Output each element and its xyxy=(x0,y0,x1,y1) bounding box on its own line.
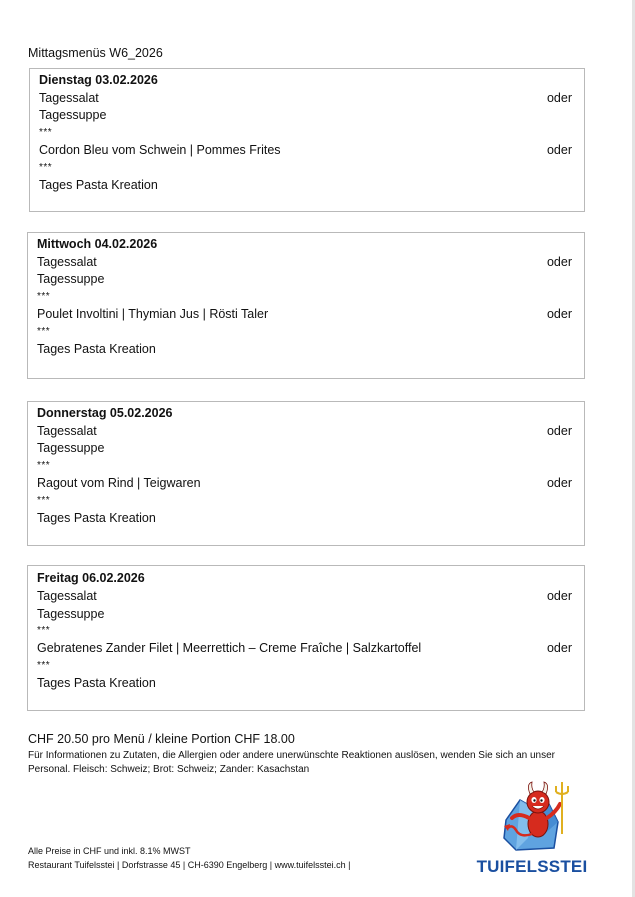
oder-label: oder xyxy=(546,424,572,438)
separator: *** xyxy=(37,291,51,302)
separator: *** xyxy=(37,625,51,636)
separator: *** xyxy=(39,127,53,138)
separator: *** xyxy=(37,495,51,506)
salad-item: Tagessalat xyxy=(39,91,99,105)
soup-item: Tagessuppe xyxy=(39,108,107,122)
main-dish: Cordon Bleu vom Schwein | Pommes Frites xyxy=(39,143,281,157)
oder-label: oder xyxy=(546,307,572,321)
soup-item: Tagessuppe xyxy=(37,441,105,455)
oder-label: oder xyxy=(546,255,572,269)
main-dish: Gebratenes Zander Filet | Meerrettich – Creme Fraîche | Salzkartoffel xyxy=(37,641,422,655)
day-heading: Mittwoch 04.02.2026 xyxy=(37,237,158,251)
day-card-wednesday xyxy=(27,232,585,379)
price-line: CHF 20.50 pro Menü / kleine Portion CHF 18.00 xyxy=(28,732,295,746)
pasta-item: Tages Pasta Kreation xyxy=(39,178,158,192)
day-heading: Dienstag 03.02.2026 xyxy=(39,73,158,87)
oder-label: oder xyxy=(546,641,572,655)
page-title: Mittagsmenüs W6_2026 xyxy=(28,46,163,60)
separator: *** xyxy=(39,162,53,173)
allergen-info: Für Informationen zu Zutaten, die Allergien oder andere unerwünschte Reaktionen auslösen, wenden Sie sich an unser Personal. Fleisch: Schweiz; Brot: Schweiz; Zander: Kasachstan xyxy=(28,750,555,775)
day-heading: Donnerstag 05.02.2026 xyxy=(37,406,173,420)
salad-item: Tagessalat xyxy=(37,424,97,438)
main-dish: Ragout vom Rind | Teigwaren xyxy=(37,476,201,490)
oder-label: oder xyxy=(546,589,572,603)
salad-item: Tagessalat xyxy=(37,255,97,269)
separator: *** xyxy=(37,460,51,471)
day-card-thursday xyxy=(27,401,585,546)
main-dish: Poulet Involtini | Thymian Jus | Rösti Taler xyxy=(37,307,269,321)
pasta-item: Tages Pasta Kreation xyxy=(37,676,156,690)
footer-address: Restaurant Tuifelsstei | Dorfstrasse 45 | CH-6390 Engelberg | www.tuifelsstei.ch | xyxy=(28,860,351,870)
devil-mascot-icon xyxy=(476,778,588,878)
day-card-tuesday xyxy=(29,68,585,212)
oder-label: oder xyxy=(546,143,572,157)
pasta-item: Tages Pasta Kreation xyxy=(37,511,156,525)
separator: *** xyxy=(37,660,51,671)
footer-prices-note: Alle Preise in CHF und inkl. 8.1% MWST xyxy=(28,846,191,856)
separator: *** xyxy=(37,326,51,337)
tuifelsstei-logo xyxy=(476,778,588,878)
salad-item: Tagessalat xyxy=(37,589,97,603)
oder-label: oder xyxy=(546,91,572,105)
soup-item: Tagessuppe xyxy=(37,607,105,621)
logo-text: TUIFELSSTEI xyxy=(476,857,588,876)
day-heading: Freitag 06.02.2026 xyxy=(37,571,145,585)
oder-label: oder xyxy=(546,476,572,490)
day-card-friday xyxy=(27,565,585,711)
soup-item: Tagessuppe xyxy=(37,272,105,286)
pasta-item: Tages Pasta Kreation xyxy=(37,342,156,356)
